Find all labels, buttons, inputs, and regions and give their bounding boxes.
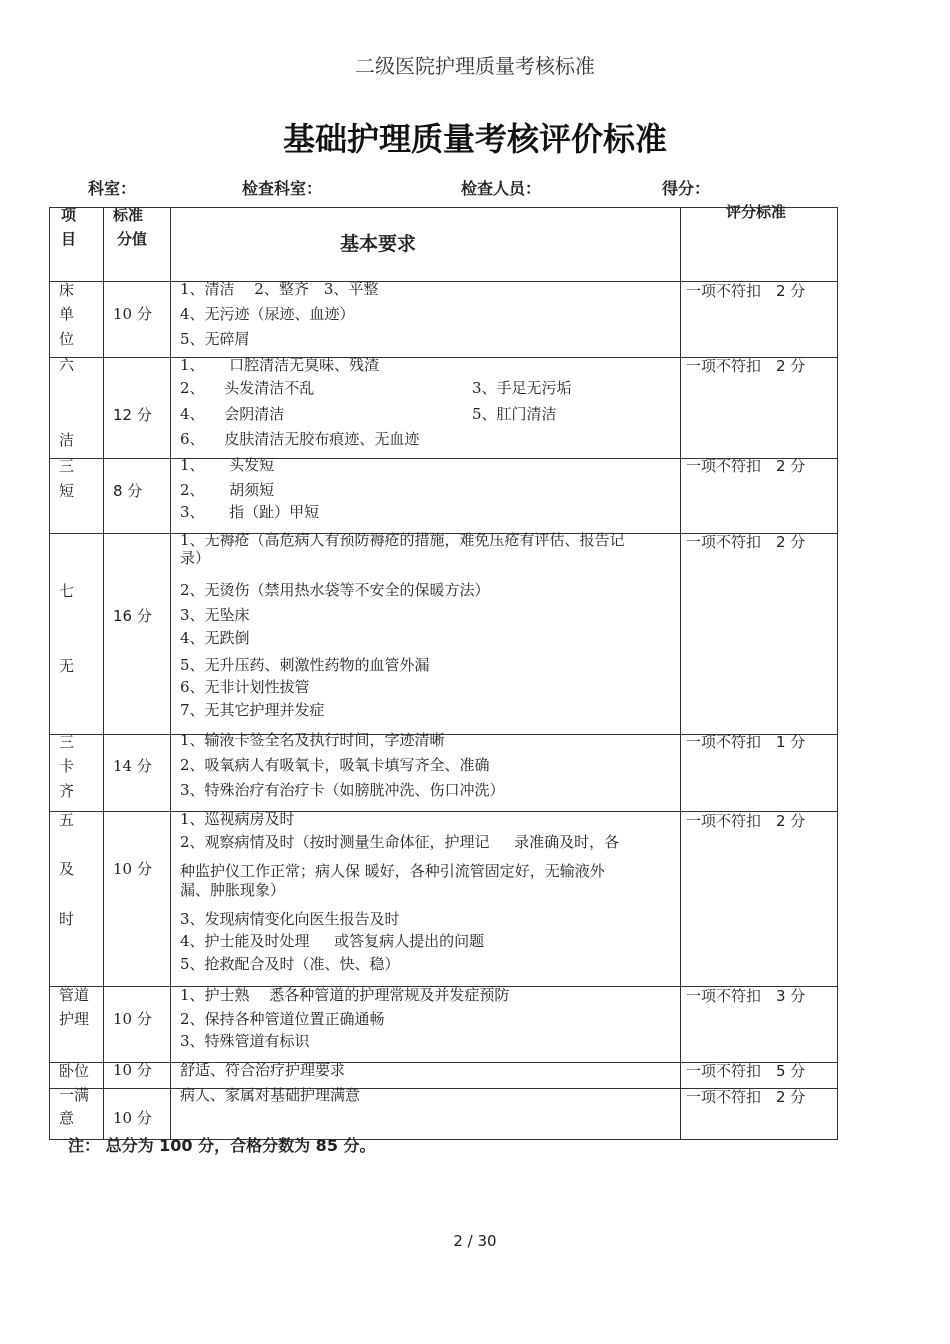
row-score: 14 分: [113, 757, 152, 775]
requirement-line: 6、无非计划性拔管: [180, 678, 310, 696]
requirement-line: 病人、家属对基础护理满意: [180, 1086, 361, 1104]
header-item-char: 项: [61, 206, 77, 224]
deduct-label: 一项不符扣: [686, 282, 762, 300]
requirement-line: 1、 头发短: [180, 456, 275, 474]
row-item-char: 床: [59, 281, 75, 299]
requirement-line: 1、无褥疮（高危病人有预防褥疮的措施，难免压疮有评估、报告记: [180, 531, 625, 549]
requirement-line: 6、 皮肤清洁无胶布痕迹、无血迹: [180, 430, 420, 448]
requirement-line: 3、特殊治疗有治疗卡（如膀胱冲洗、伤口冲洗）: [180, 781, 505, 799]
requirement-line: 1、输液卡签全名及执行时间，字迹清晰: [180, 731, 445, 749]
row-item-char: 护理: [59, 1010, 90, 1028]
row-item-char: 短: [59, 482, 75, 500]
inspector-label: 检查人员：: [461, 179, 542, 198]
row-score: 10 分: [113, 305, 152, 323]
requirement-line: 4、护士能及时处理 或答复病人提出的问题: [180, 932, 485, 950]
check-dept-label: 检查科室：: [242, 179, 323, 198]
row-score: 16 分: [113, 607, 152, 625]
requirement-line: 2、观察病情及时（按时测量生命体征，护理记 录准确及时，各: [180, 833, 620, 851]
row-item-char: 及: [59, 860, 75, 878]
deduct-label: 一项不符扣: [686, 1062, 762, 1080]
deduct-points: 1 分: [776, 733, 806, 751]
page-header: 二级医院护理质量考核标准: [355, 54, 595, 78]
deduct-points: 3 分: [776, 987, 806, 1005]
row-item-char: 卧位: [59, 1062, 90, 1080]
row-item-char: 管道: [59, 986, 90, 1004]
deduct-label: 一项不符扣: [686, 533, 762, 551]
requirement-line: 4、无污迹（尿迹、血迹）: [180, 305, 355, 323]
row-score: 12 分: [113, 406, 152, 424]
requirement-line: 2、吸氧病人有吸氧卡，吸氧卡填写齐全、准确: [180, 756, 490, 774]
header-scoring: 评分标准: [726, 203, 787, 221]
deduct-label: 一项不符扣: [686, 812, 762, 830]
requirement-line: 4、无跌倒: [180, 629, 250, 647]
deduct-points: 5 分: [776, 1062, 806, 1080]
deduct-points: 2 分: [776, 282, 806, 300]
row-score: 10 分: [113, 1109, 152, 1127]
dept-label: 科室：: [88, 179, 137, 198]
deduct-label: 一项不符扣: [686, 357, 762, 375]
deduct-label: 一项不符扣: [686, 1088, 762, 1106]
row-item-char: 无: [59, 657, 75, 675]
requirement-line: 5、肛门清洁: [472, 405, 557, 423]
header-standard-score: 分值: [117, 230, 148, 248]
page-number: 2 / 30: [453, 1232, 497, 1250]
page-title: 基础护理质量考核评价标准: [282, 120, 667, 158]
row-item-char: 五: [59, 811, 75, 829]
header-requirements: 基本要求: [340, 233, 417, 255]
row-item-char: 三: [59, 457, 75, 475]
requirement-line: 2、无烫伤（禁用热水袋等不安全的保暖方法）: [180, 581, 490, 599]
row-score: 10 分: [113, 1061, 152, 1079]
row-item-char: 七: [59, 582, 75, 600]
row-item-char: 时: [59, 910, 75, 928]
deduct-points: 2 分: [776, 533, 806, 551]
deduct-label: 一项不符扣: [686, 733, 762, 751]
requirement-line: 5、抢救配合及时（准、快、稳）: [180, 955, 400, 973]
header-item-char: 目: [61, 230, 77, 248]
row-item-char: 一满: [59, 1086, 90, 1104]
requirement-line: 漏、肿胀现象）: [180, 881, 286, 899]
row-score: 10 分: [113, 1010, 152, 1028]
requirement-line: 3、发现病情变化向医生报告及时: [180, 910, 400, 928]
row-item-char: 意: [59, 1109, 75, 1127]
requirement-line: 2、 头发清洁不乱: [180, 379, 315, 397]
requirement-line: 舒适、符合治疗护理要求: [180, 1061, 346, 1079]
requirement-line: 1、清洁 2、整齐 3、平整: [180, 280, 379, 298]
total-score-note: 注： 总分为 100 分，合格分数为 85 分。: [68, 1136, 376, 1155]
requirement-line: 3、无坠床: [180, 606, 250, 624]
requirement-line: 2、保持各种管道位置正确通畅: [180, 1010, 385, 1028]
requirement-line: 3、 指（趾）甲短: [180, 503, 320, 521]
deduct-label: 一项不符扣: [686, 457, 762, 475]
requirement-line: 1、护士熟 悉各种管道的护理常规及并发症预防: [180, 986, 510, 1004]
deduct-label: 一项不符扣: [686, 987, 762, 1005]
row-item-char: 位: [59, 330, 75, 348]
deduct-points: 2 分: [776, 1088, 806, 1106]
requirement-line: 3、特殊管道有标识: [180, 1032, 310, 1050]
requirement-line: 5、无碎屑: [180, 330, 250, 348]
row-item-char: 六: [59, 356, 75, 374]
row-item-char: 卡: [59, 757, 75, 775]
requirement-line: 录）: [180, 549, 211, 567]
requirement-line: 2、 胡须短: [180, 481, 275, 499]
header-standard-score: 标准: [113, 206, 144, 224]
row-score: 10 分: [113, 860, 152, 878]
requirement-line: 1、 口腔清洁无臭味、残渣: [180, 356, 380, 374]
requirement-line: 种监护仪工作正常；病人保 暖好，各种引流管固定好，无输液外: [180, 862, 605, 880]
row-score: 8 分: [113, 482, 143, 500]
row-item-char: 三: [59, 733, 75, 751]
deduct-points: 2 分: [776, 812, 806, 830]
deduct-points: 2 分: [776, 357, 806, 375]
requirement-line: 3、手足无污垢: [472, 379, 572, 397]
row-item-char: 洁: [59, 431, 75, 449]
requirement-line: 7、无其它护理并发症: [180, 701, 325, 719]
row-item-char: 齐: [59, 782, 75, 800]
requirement-line: 5、无升压药、刺激性药物的血管外漏: [180, 656, 430, 674]
requirement-line: 1、巡视病房及时: [180, 810, 295, 828]
requirement-line: 4、 会阴清洁: [180, 405, 285, 423]
deduct-points: 2 分: [776, 457, 806, 475]
row-item-char: 单: [59, 305, 75, 323]
score-label: 得分：: [662, 179, 711, 198]
